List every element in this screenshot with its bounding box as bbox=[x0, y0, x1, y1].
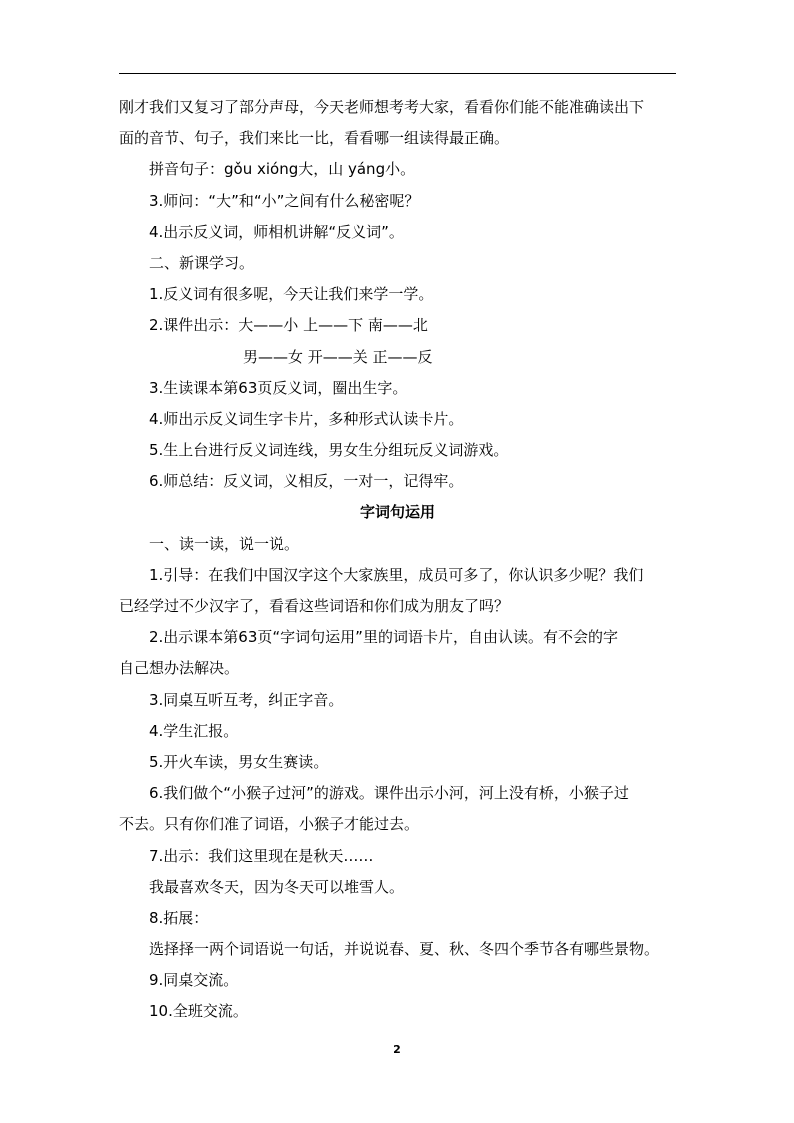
text-line: 4.出示反义词，师相机讲解“反义词”。 bbox=[149, 222, 404, 241]
text-line: 10.全班交流。 bbox=[149, 1002, 248, 1021]
text-line: 2.课件出示：大——小 上——下 南——北 bbox=[149, 316, 428, 335]
text-line: 男——女 开——关 正——反 bbox=[243, 347, 433, 366]
text-line: 9.同桌交流。 bbox=[149, 971, 239, 990]
text-line: 一、读一读，说一说。 bbox=[149, 534, 300, 553]
text-line: 4.师出示反义词生字卡片，多种形式认读卡片。 bbox=[149, 409, 464, 428]
text-line: 5.开火车读，男女生赛读。 bbox=[149, 752, 329, 771]
text-line: 6.我们做个“小猴子过河”的游戏。课件出示小河，河上没有桥，小猴子过 bbox=[149, 784, 629, 803]
text-line: 6.师总结：反义词，义相反，一对一，记得牢。 bbox=[149, 472, 464, 491]
text-line: 已经学过不少汉字了，看看这些词语和你们成为朋友了吗？ bbox=[119, 597, 510, 615]
text-line: 面的音节、句子，我们来比一比，看看哪一组读得最正确。 bbox=[119, 129, 510, 148]
text-line: 7.出示：我们这里现在是秋天…… bbox=[149, 846, 374, 865]
text-line: 自己想办法解决。 bbox=[119, 659, 240, 678]
text-line: 二、新课学习。 bbox=[149, 253, 255, 272]
section-heading: 字词句运用 bbox=[359, 503, 435, 522]
text-line: 2.出示课本第63页“字词句运用”里的词语卡片，自由认读。有不会的字 bbox=[149, 628, 618, 647]
text-line: 1.反义词有很多呢，今天让我们来学一学。 bbox=[149, 285, 434, 304]
text-line: 4.学生汇报。 bbox=[149, 721, 239, 740]
header-rule bbox=[119, 73, 676, 74]
text-line: 1.引导：在我们中国汉字这个大家族里，成员可多了，你认识多少呢？我们 bbox=[149, 565, 644, 584]
document-body bbox=[119, 92, 676, 1028]
text-line: 选择择一两个词语说一句话，并说说春、夏、秋、冬四个季节各有哪些景物。 bbox=[149, 940, 660, 959]
text-line: 刚才我们又复习了部分声母，今天老师想考考大家，看看你们能不能准确读出下 bbox=[119, 98, 645, 116]
text-line: 3.师问：“大”和“小”之间有什么秘密呢？ bbox=[149, 191, 420, 210]
text-line: 8.拓展： bbox=[149, 908, 209, 927]
text-line: 3.同桌互听互考，纠正字音。 bbox=[149, 690, 344, 709]
text-line: 不去。只有你们准了词语，小猴子才能过去。 bbox=[119, 815, 420, 834]
text-line: 我最喜欢冬天，因为冬天可以堆雪人。 bbox=[149, 877, 405, 896]
page-number: 2 bbox=[393, 1043, 401, 1056]
text-line: 5.生上台进行反义词连线，男女生分组玩反义词游戏。 bbox=[149, 441, 509, 460]
text-line: 拼音句子：gǒu xióng大，山 yáng小。 bbox=[149, 160, 416, 179]
text-line: 3.生读课本第63页反义词，圈出生字。 bbox=[149, 378, 408, 397]
